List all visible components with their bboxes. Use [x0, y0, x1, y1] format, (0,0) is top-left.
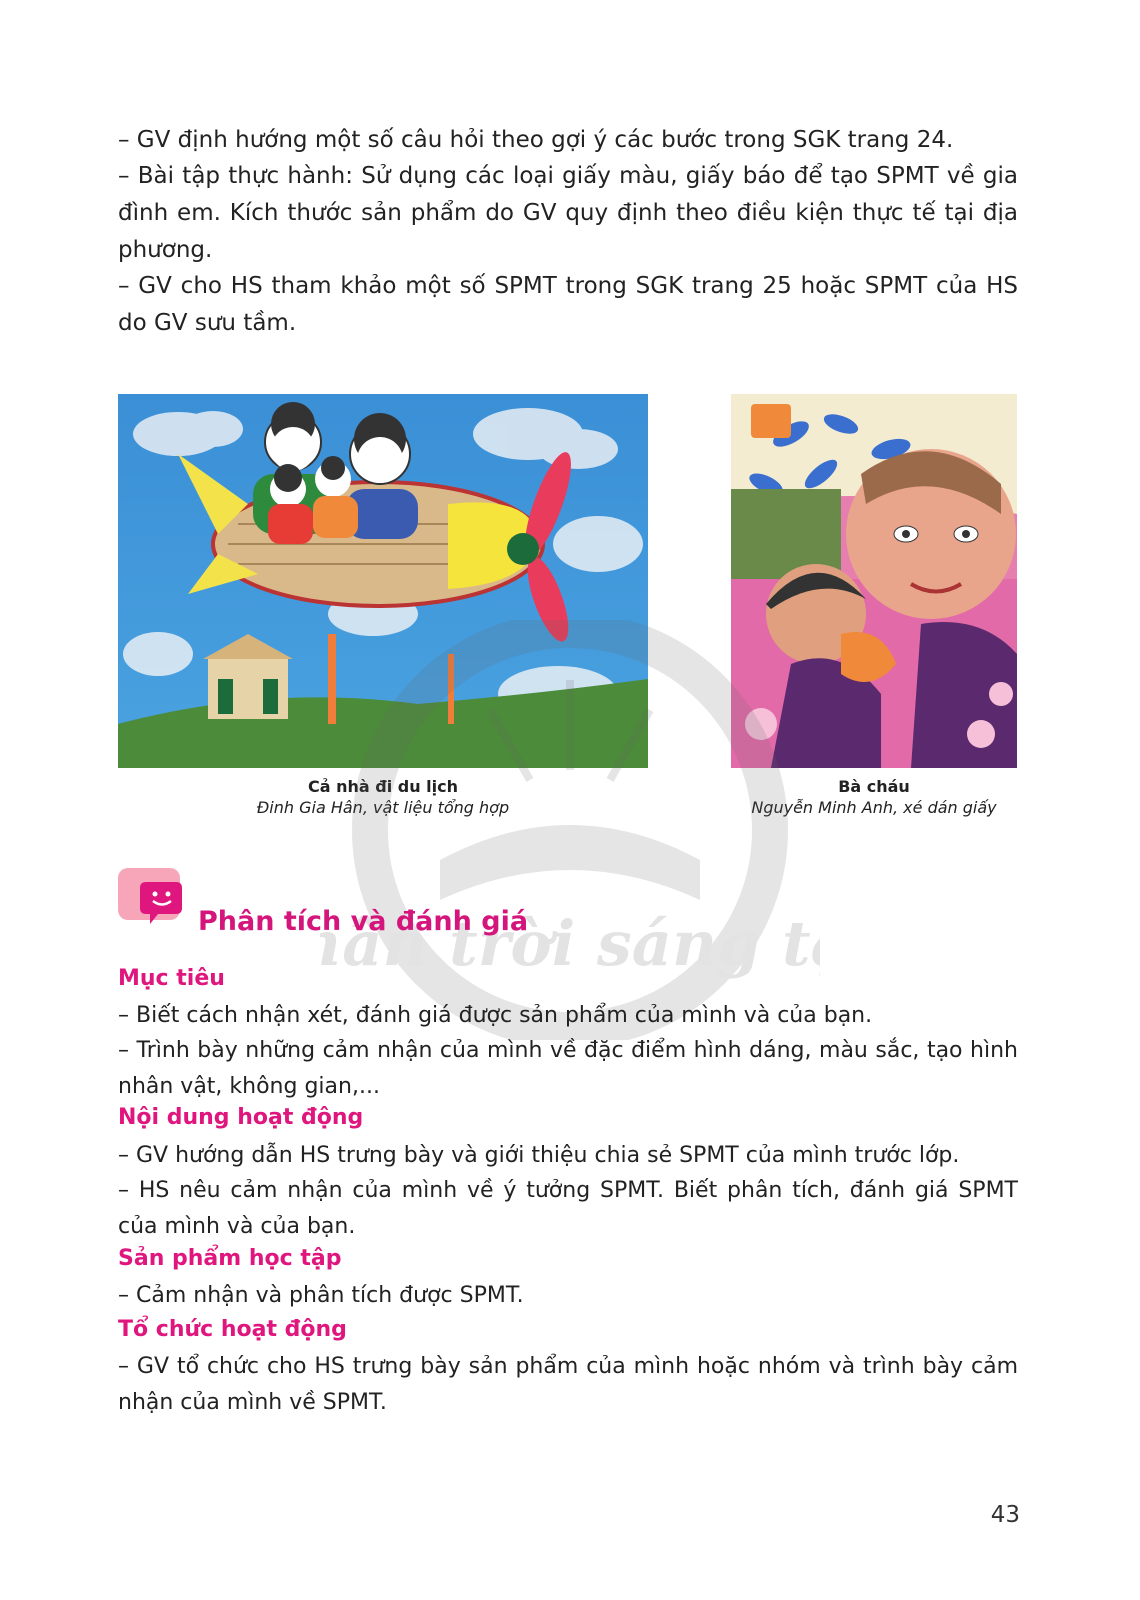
caption-title: Bà cháu — [838, 777, 910, 796]
caption-medium: , xé dán giấy — [893, 798, 997, 817]
caption-title: Cả nhà đi du lịch — [307, 777, 459, 796]
artwork-family-travel — [118, 394, 648, 768]
heading-learning-product: Sản phẩm học tập — [118, 1246, 342, 1271]
intro-line-2: – Bài tập thực hành: Sử dụng các loại giấy màu, giấy báo để tạo SPMT về gia đình em. Kích thước sản phẩm do GV quy định theo điều kiện thực tế tại địa phương. — [118, 163, 1018, 263]
caption-author: Đinh Gia Hân — [256, 798, 363, 817]
content-line: – HS nêu cảm nhận của mình về ý tưởng SPMT. Biết phân tích, đánh giá SPMT của mình và của bạn. — [118, 1178, 1018, 1239]
intro-line-3: – GV cho HS tham khảo một số SPMT trong SGK trang 25 hoặc SPMT của HS do GV sưu tầm. — [118, 273, 1018, 336]
caption-author: Nguyễn Minh Anh — [751, 798, 893, 817]
organize-line: – GV tổ chức cho HS trưng bày sản phẩm của mình hoặc nhóm và trình bày cảm nhận của mình về SPMT. — [118, 1354, 1018, 1415]
caption-medium: , vật liệu tổng hợp — [362, 798, 510, 817]
objective-line: – Biết cách nhận xét, đánh giá được sản phẩm của mình và của bạn. — [118, 1003, 873, 1028]
intro-line-1: – GV định hướng một số câu hỏi theo gợi ý các bước trong SGK trang 24. — [118, 127, 954, 153]
caption-family-travel — [118, 776, 648, 818]
page-number: 43 — [990, 1502, 1020, 1528]
speech-bubble-smile-icon — [118, 868, 184, 930]
heading-organize-activity: Tổ chức hoạt động — [118, 1317, 347, 1342]
content-line: – GV hướng dẫn HS trưng bày và giới thiệu chia sẻ SPMT của mình trước lớp. — [118, 1143, 960, 1168]
watermark-text: ân trời sáng t — [342, 907, 811, 980]
heading-activity-content: Nội dung hoạt động — [118, 1105, 364, 1130]
caption-grandma-child — [731, 776, 1017, 818]
heading-objectives: Mục tiêu — [118, 966, 225, 991]
product-line: – Cảm nhận và phân tích được SPMT. — [118, 1283, 524, 1308]
artwork-grandma-child — [731, 394, 1017, 768]
objective-line: – Trình bày những cảm nhận của mình về đặc điểm hình dáng, màu sắc, tạo hình nhân vật, không gian,... — [118, 1038, 1018, 1099]
section-title: Phân tích và đánh giá — [198, 906, 529, 937]
